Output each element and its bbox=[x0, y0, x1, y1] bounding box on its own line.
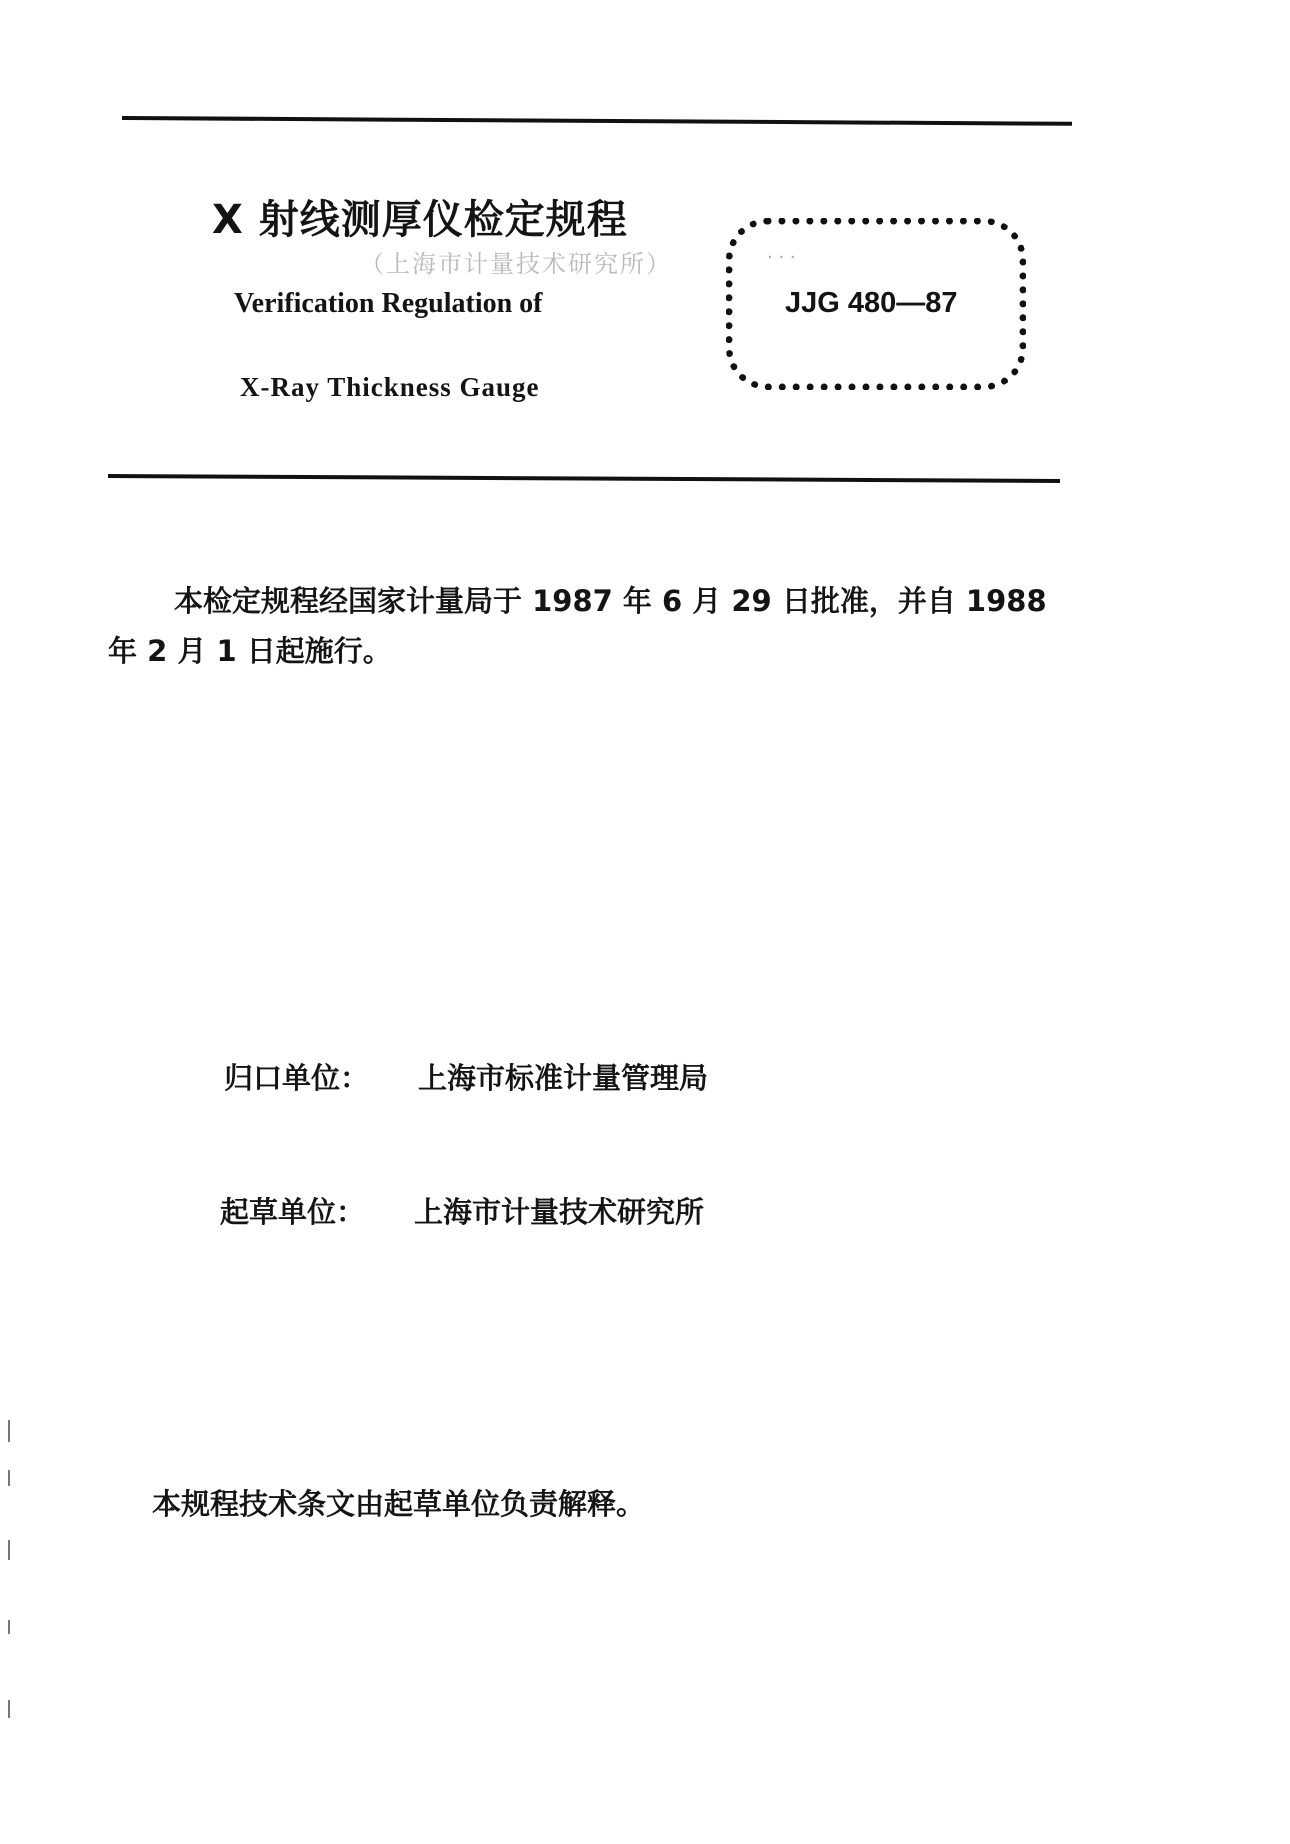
faded-stamp-impression: （上海市计量技术研究所） bbox=[360, 250, 672, 278]
responsible-unit-label: 归口单位： bbox=[224, 1061, 370, 1095]
drafting-unit-value: 上海市计量技术研究所 bbox=[414, 1195, 705, 1229]
top-rule bbox=[122, 116, 1072, 126]
regulation-code-stamp bbox=[726, 218, 1026, 390]
interpretation-note: 本规程技术条文由起草单位负责解释。 bbox=[152, 1487, 646, 1521]
responsible-unit-value: 上海市标准计量管理局 bbox=[418, 1061, 709, 1095]
approval-statement: 本检定规程经国家计量局于 1987 年 6 月 29 日批准，并自 1988 年 2 月 1 日起施行。 bbox=[108, 584, 1047, 668]
scan-edge-mark bbox=[8, 1470, 10, 1486]
scan-edge-mark bbox=[8, 1700, 10, 1718]
regulation-code: JJG 480—87 bbox=[785, 287, 958, 319]
title-chinese: X 射线测厚仪检定规程 bbox=[212, 197, 628, 243]
title-english-line2: X-Ray Thickness Gauge bbox=[240, 372, 540, 402]
scan-edge-mark bbox=[8, 1540, 10, 1560]
scan-edge-mark bbox=[8, 1620, 10, 1634]
drafting-unit-label: 起草单位： bbox=[220, 1195, 366, 1229]
title-english-line1: Verification Regulation of bbox=[234, 288, 543, 319]
faded-stamp-mark: · · · bbox=[767, 247, 796, 268]
bottom-rule bbox=[108, 474, 1060, 483]
scan-edge-mark bbox=[8, 1420, 10, 1442]
